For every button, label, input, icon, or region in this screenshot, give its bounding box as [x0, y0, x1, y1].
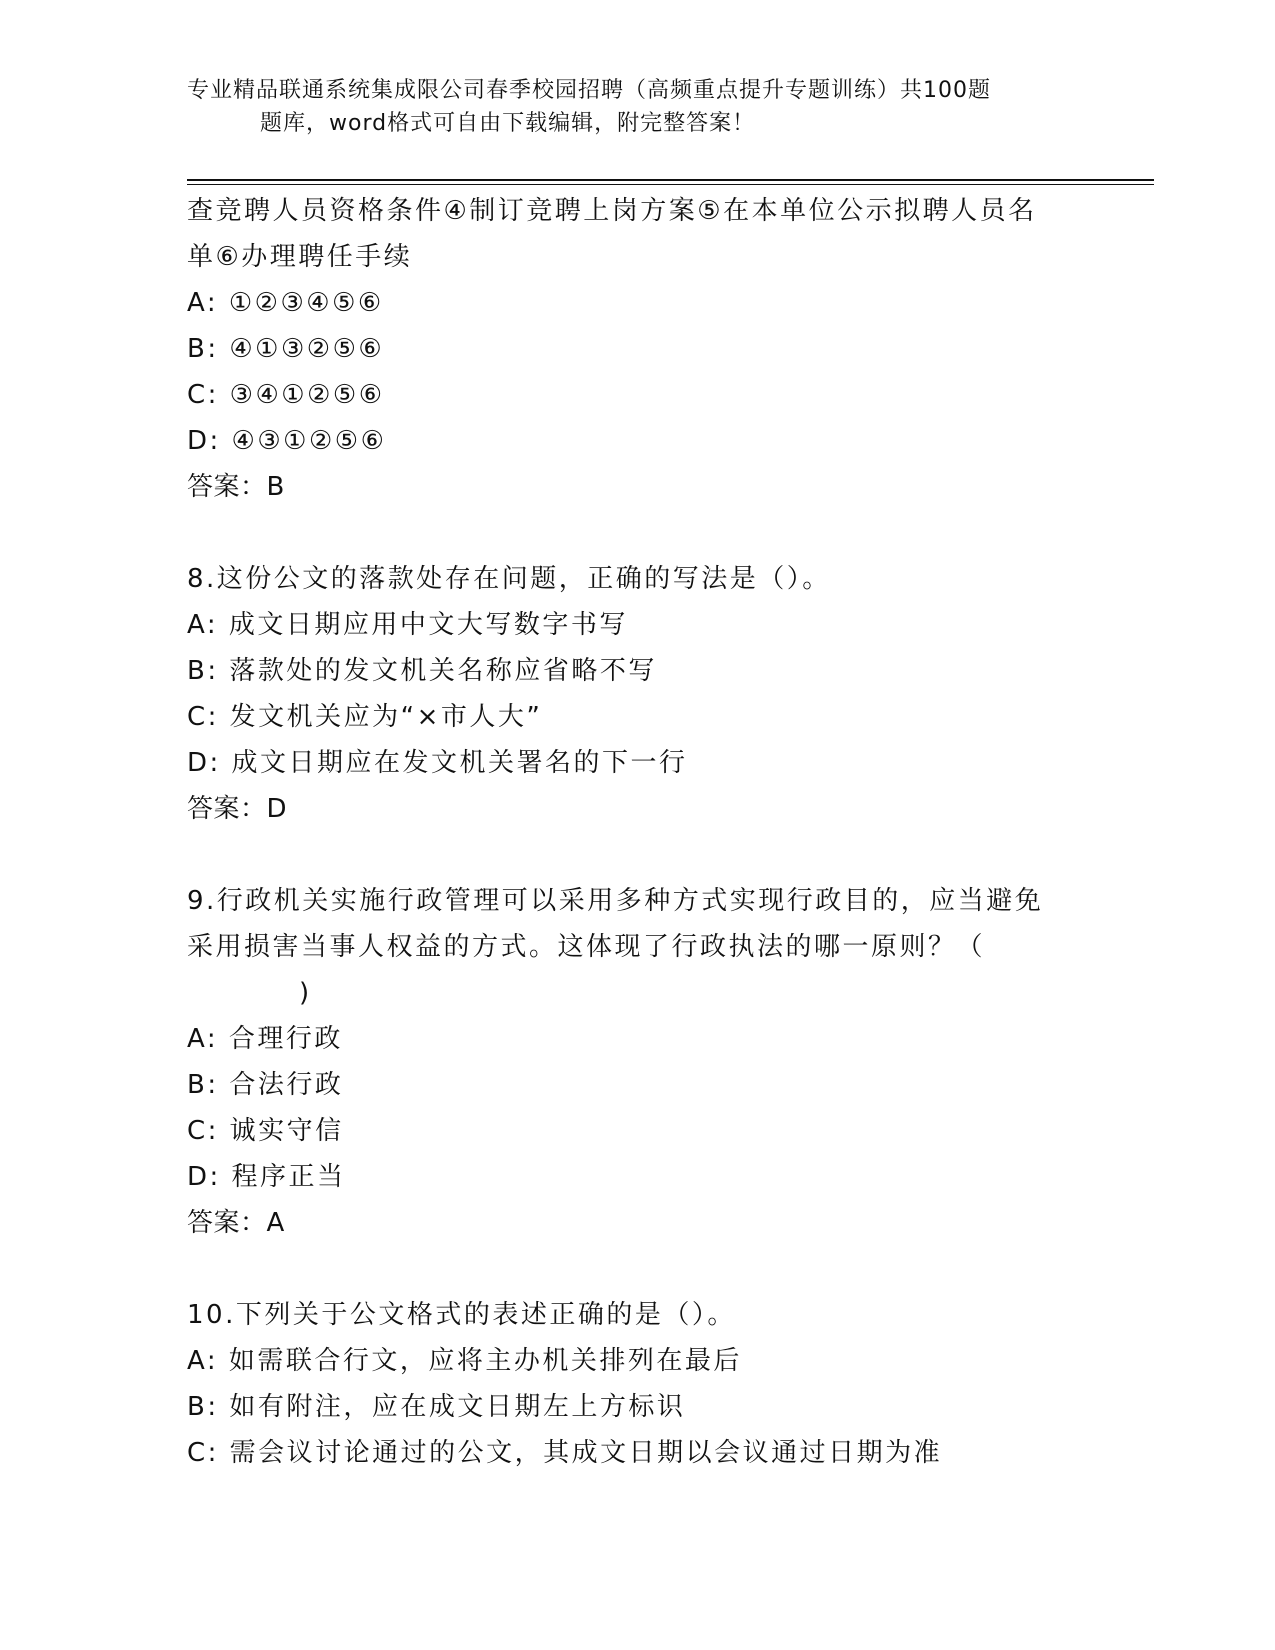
option-d: D: 程序正当	[187, 1162, 346, 1192]
answer-text: 答案：B	[187, 472, 285, 502]
header-divider-thin	[187, 184, 1154, 185]
question-stem: 9.行政机关实施行政管理可以采用多种方式实现行政目的，应当避免	[187, 886, 1044, 916]
page-header	[187, 74, 1067, 140]
question-list	[187, 188, 1087, 1476]
question-stem: 采用损害当事人权益的方式。这体现了行政执法的哪一原则？（	[187, 932, 986, 962]
option-c: C: ③④①②⑤⑥	[187, 380, 385, 410]
question-7	[187, 188, 1087, 510]
answer-text: 答案：D	[187, 794, 288, 824]
option-b: B: ④①③②⑤⑥	[187, 334, 385, 364]
option-b: B: 如有附注，应在成文日期左上方标识	[187, 1392, 686, 1422]
header-title-line2: 题库，word格式可自由下载编辑，附完整答案！	[260, 111, 756, 136]
option-d: D: 成文日期应在发文机关署名的下一行	[187, 748, 688, 778]
option-c: C: 诚实守信	[187, 1116, 344, 1146]
question-9	[187, 878, 1087, 1246]
option-c: C: 需会议讨论通过的公文，其成文日期以会议通过日期为准	[187, 1438, 943, 1468]
spacer	[187, 832, 1087, 878]
question-stem: 8.这份公文的落款处存在问题，正确的写法是（）。	[187, 564, 831, 594]
option-d: D: ④③①②⑤⑥	[187, 426, 387, 456]
question-8	[187, 556, 1087, 832]
question-stem: 单⑥办理聘任手续	[187, 242, 413, 272]
answer-text: 答案：A	[187, 1208, 285, 1238]
option-b: B: 合法行政	[187, 1070, 344, 1100]
header-title-line1: 专业精品联通系统集成限公司春季校园招聘（高频重点提升专题训练）共100题	[187, 78, 991, 103]
option-c: C: 发文机关应为“×市人大”	[187, 702, 543, 732]
option-a: A: 成文日期应用中文大写数字书写	[187, 610, 628, 640]
question-stem: 查竞聘人员资格条件④制订竞聘上岗方案⑤在本单位公示拟聘人员名	[187, 196, 1037, 226]
spacer	[187, 1246, 1087, 1292]
question-10	[187, 1292, 1087, 1476]
option-b: B: 落款处的发文机关名称应省略不写	[187, 656, 657, 686]
option-a: A: ①②③④⑤⑥	[187, 288, 384, 318]
option-a: A: 如需联合行文，应将主办机关排列在最后	[187, 1346, 742, 1376]
spacer	[187, 510, 1087, 556]
question-stem: )	[299, 978, 312, 1008]
option-a: A: 合理行政	[187, 1024, 343, 1054]
header-divider-thick	[187, 179, 1154, 181]
question-stem: 10.下列关于公文格式的表述正确的是（）。	[187, 1300, 736, 1330]
